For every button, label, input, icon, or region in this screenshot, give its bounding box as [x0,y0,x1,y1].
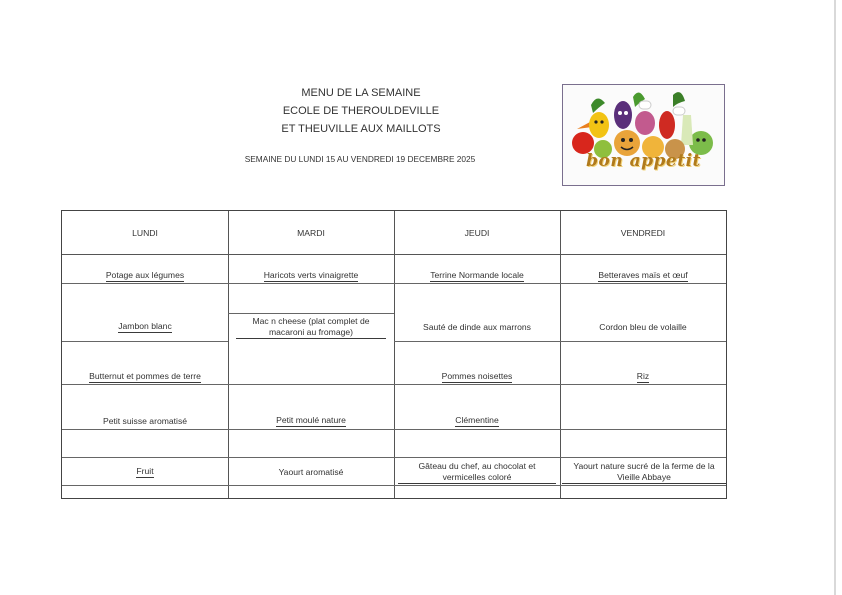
menu-item-label: Clémentine [455,415,499,425]
header-divider [62,254,726,255]
menu-item-dessert [562,459,726,485]
row-divider [560,283,726,284]
menu-item-entree [62,270,228,282]
menu-item-label: Fruit [136,466,154,476]
menu-item-label: Mac n cheese (plat complet de macaroni au fromage) [236,316,386,339]
menu-item-dessert [62,459,228,485]
menu-item-label: Yaourt nature sucré de la ferme de la Vieille Abbaye [562,461,726,484]
day-header-vendredi: VENDREDI [620,228,666,238]
menu-item-label: Jambon blanc [118,321,172,331]
menu-item-label: Petit moulé nature [276,415,346,425]
menu-item-plat [560,314,726,340]
day-header-jeudi: JEUDI [464,228,490,238]
menu-item-accompagnement [560,371,726,383]
menu-item-entree [394,270,560,282]
menu-item-laitage [560,415,726,427]
menu-item-plat [236,314,386,340]
menu-item-entree [560,270,726,282]
menu-item-label: Cordon bleu de volaille [599,322,687,332]
row-divider [62,485,726,486]
logo-text: bon appetit [586,151,701,171]
school-name-line2: ET THEUVILLE AUX MAILLOTS [281,123,441,135]
menu-item-accompagnement [394,371,560,383]
menu-item-label: Pommes noisettes [441,371,513,381]
menu-item-label: Terrine Normande locale [430,270,524,280]
menu-item-plat [394,314,560,340]
menu-item-accompagnement [62,371,228,383]
menu-item-label: Butternut et pommes de terre [89,371,201,381]
bon-appetit-logo [562,84,725,186]
row-divider [394,341,726,342]
menu-item-label: Betteraves maïs et œuf [598,270,688,280]
day-header-lundi: LUNDI [132,228,158,238]
menu-item-laitage [394,415,560,427]
menu-item-plat [62,314,228,340]
day-header-mardi: MARDI [297,228,325,238]
menu-item-label: Sauté de dinde aux marrons [423,322,531,332]
menu-item-label: Yaourt aromatisé [278,467,344,477]
menu-item-laitage [228,415,394,427]
menu-item-accompagnement [228,371,394,383]
menu-item-laitage [62,415,228,427]
week-dates: SEMAINE DU LUNDI 15 AU VENDREDI 19 DECEMBRE 2025 [244,154,476,164]
menu-item-label: Petit suisse aromatisé [102,416,188,426]
row-divider [62,283,560,284]
school-name-line1: ECOLE DE THEROULDEVILLE [282,105,440,117]
row-divider [62,384,726,385]
menu-item-dessert [398,459,556,485]
menu-title: MENU DE LA SEMAINE [301,87,421,99]
menu-item-entree [228,270,394,282]
menu-item-dessert [228,459,394,485]
menu-item-label: Potage aux légumes [105,270,185,280]
menu-item-label: Riz [636,371,650,381]
menu-item-label: Haricots verts vinaigrette [263,270,359,280]
row-divider [62,429,726,430]
row-divider [62,457,726,458]
menu-item-label: Gâteau du chef, au chocolat et vermicelles coloré [398,461,556,484]
row-divider [62,341,228,342]
menu-table [61,210,727,499]
page-edge [834,0,836,595]
